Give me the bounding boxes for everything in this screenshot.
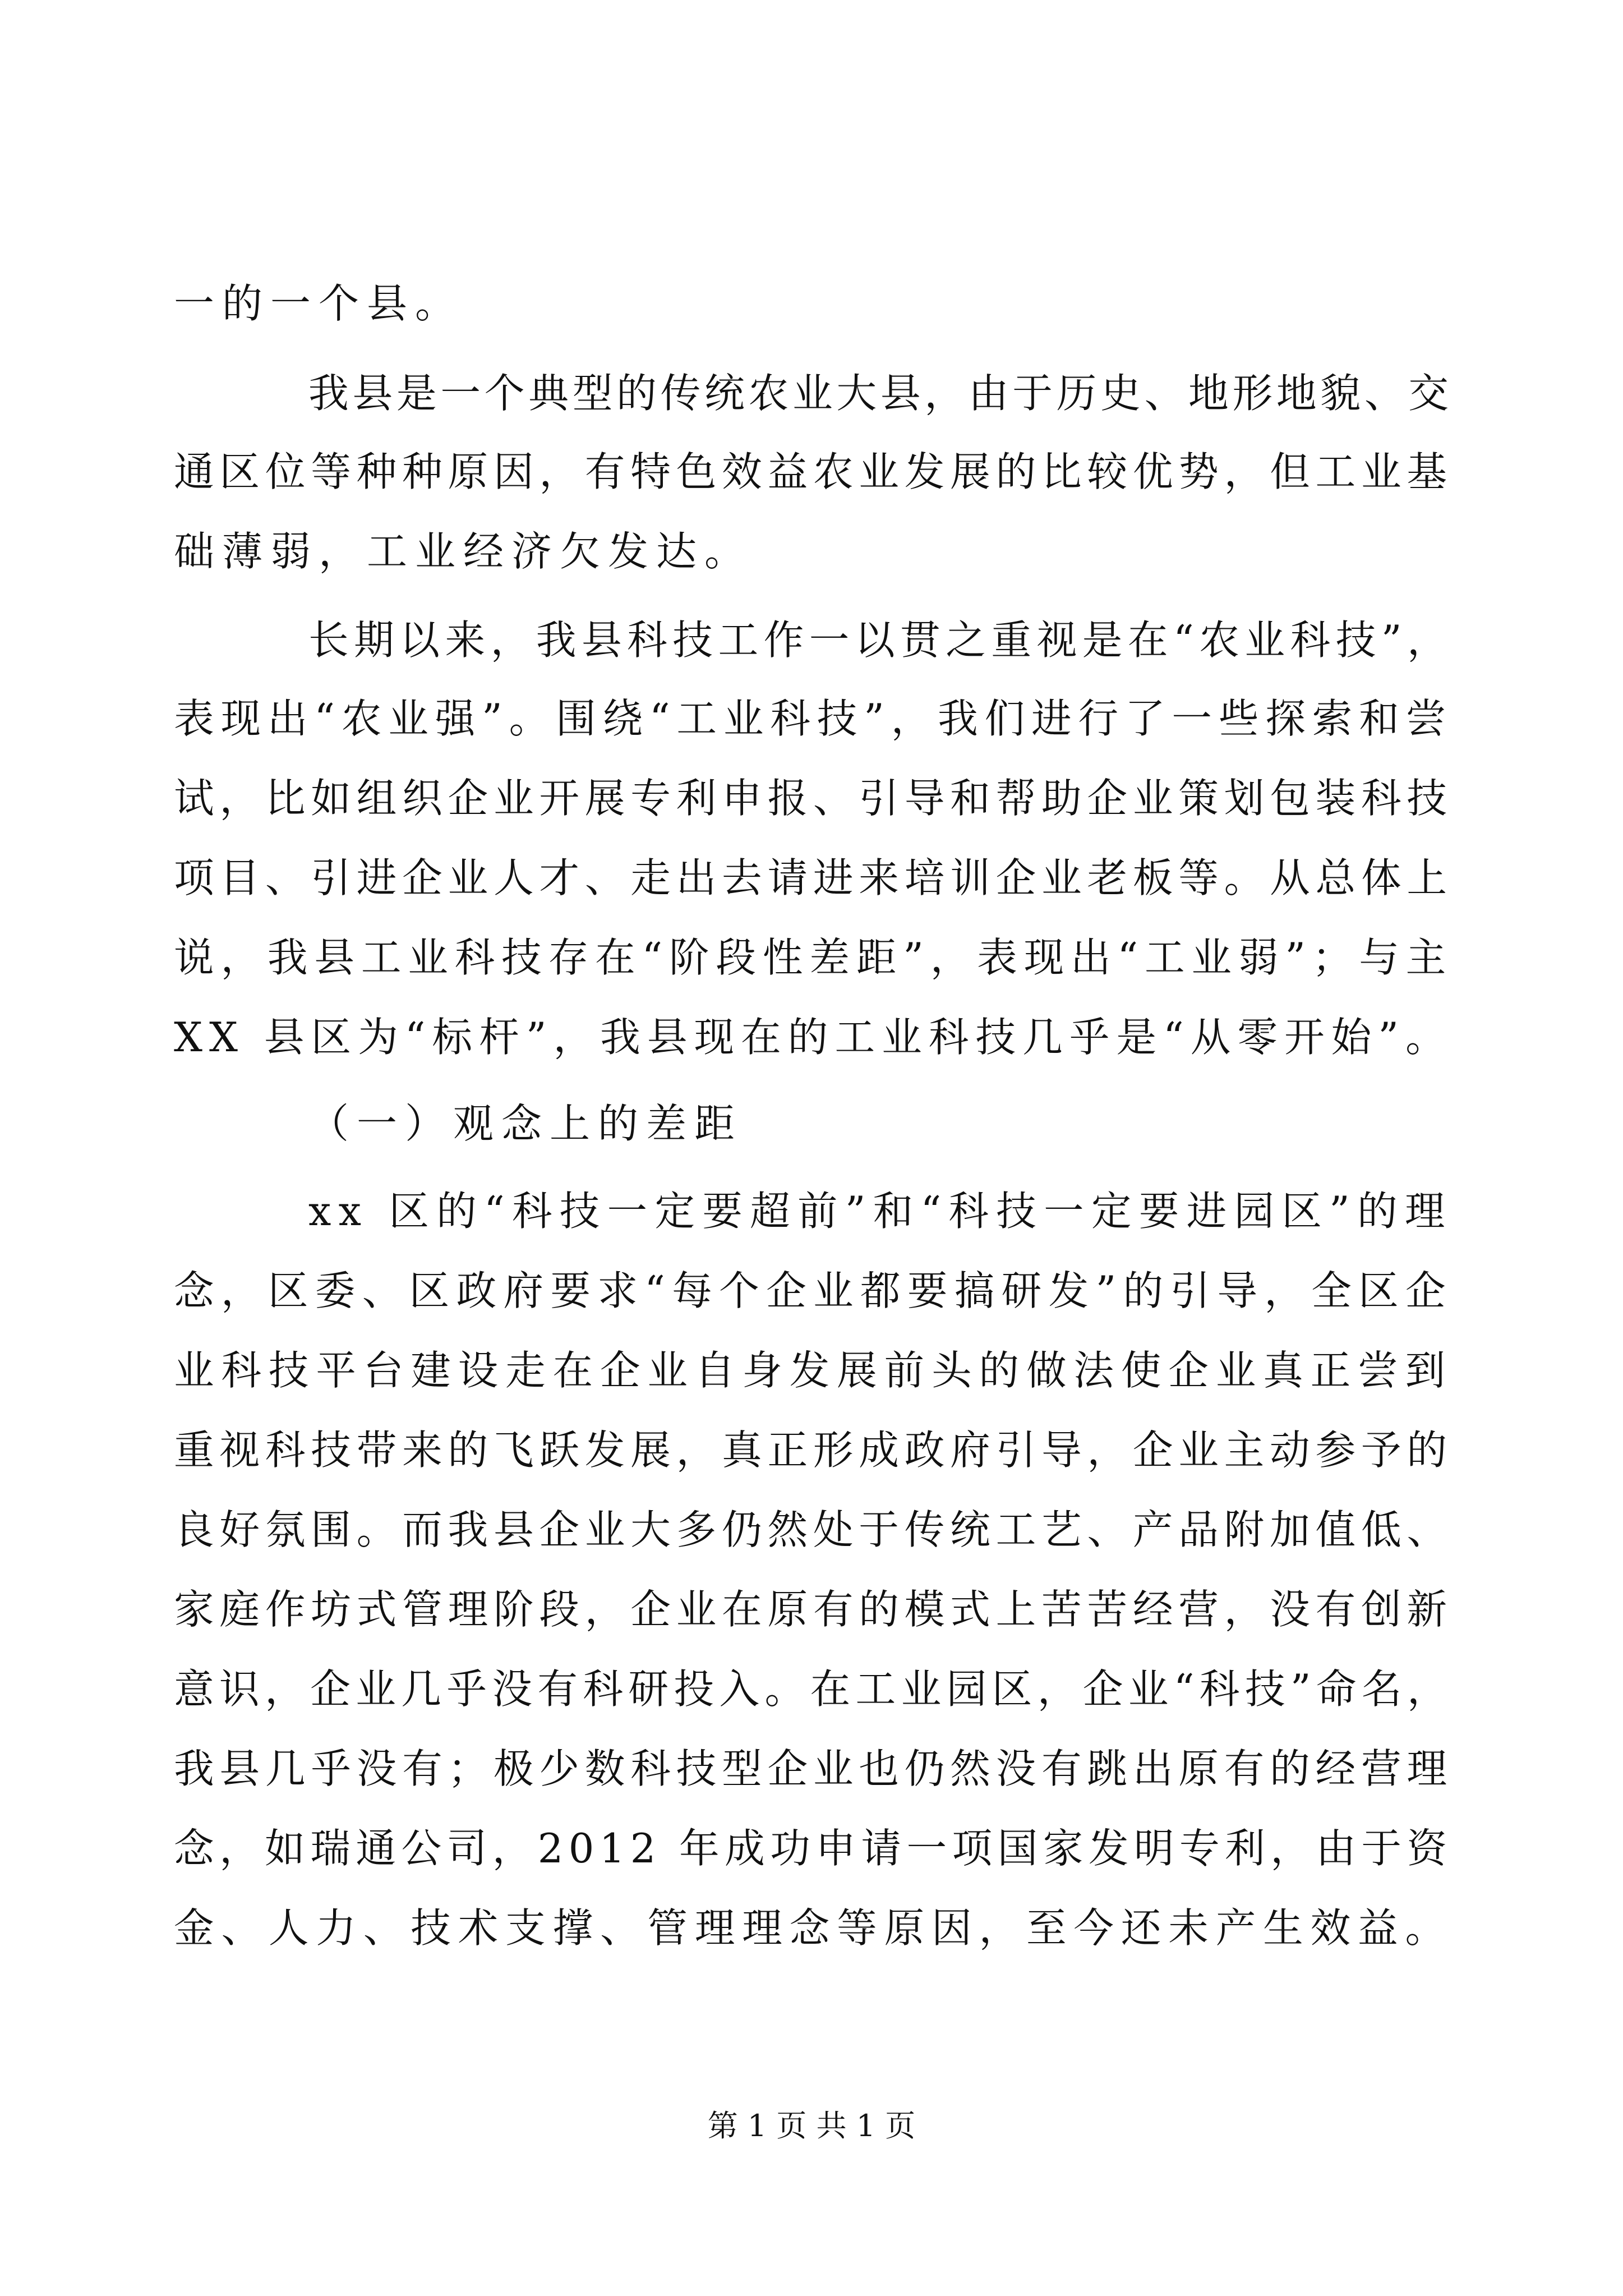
text-line (0, 997, 1623, 1077)
text-line (0, 679, 1623, 758)
text-line-content: 业科技平台建设走在企业自身发展前头的做法使企业真正尝到 (174, 1347, 1453, 1394)
text-line (0, 264, 1623, 343)
text-line-content: 说，我县工业科技存在“阶段性差距”，表现出“工业弱”；与主 (174, 934, 1453, 981)
text-line (0, 1171, 1623, 1251)
text-line (0, 918, 1623, 997)
text-line-content: 我县是一个典型的传统农业大县，由于历史、地形地貌、交 (308, 370, 1453, 417)
text-line-content: xx 区的“科技一定要超前”和“科技一定要进园区”的理 (308, 1188, 1453, 1235)
text-line-content: 金、人力、技术支撑、管理理念等原因，至今还未产生效益。 (174, 1904, 1453, 1952)
text-line (0, 432, 1623, 512)
text-line (0, 1251, 1623, 1331)
text-line-content: 念，区委、区政府要求“每个企业都要搞研发”的引导，全区企 (174, 1267, 1453, 1314)
text-line (0, 1490, 1623, 1570)
text-line (0, 1331, 1623, 1410)
text-line (0, 1570, 1623, 1649)
text-line-content: 表现出“农业强”。围绕“工业科技”，我们进行了一些探索和尝 (174, 695, 1453, 742)
text-line (0, 600, 1623, 680)
text-line (0, 758, 1623, 838)
text-line-content: 项目、引进企业人才、走出去请进来培训企业老板等。从总体上 (174, 854, 1453, 901)
text-line-content: 我县几乎没有；极少数科技型企业也仍然没有跳出原有的经营理 (174, 1745, 1453, 1792)
text-line-content: 良好氛围。而我县企业大多仍然处于传统工艺、产品附加值低、 (174, 1506, 1453, 1553)
text-line (0, 512, 1623, 591)
text-line-content: 通区位等种种原因，有特色效益农业发展的比较优势，但工业基 (174, 448, 1453, 495)
text-line (0, 838, 1623, 918)
text-line-content: 念，如瑞通公司，2012 年成功申请一项国家发明专利，由于资 (174, 1825, 1453, 1872)
text-line (0, 1649, 1623, 1729)
page-number-footer: 第 1 页 共 1 页 (707, 2108, 916, 2143)
text-line-content: 长期以来，我县科技工作一以贯之重视是在“农业科技”， (308, 616, 1453, 664)
section-heading (0, 1084, 1623, 1163)
text-line (0, 1410, 1623, 1490)
text-line (0, 1888, 1623, 1968)
text-line-content: 础薄弱，工业经济欠发达。 (174, 528, 753, 575)
text-line-content: 重视科技带来的飞跃发展，真正形成政府引导，企业主动参予的 (174, 1427, 1453, 1474)
text-line-content: XX 县区为“标杆”，我县现在的工业科技几乎是“从零开始”。 (174, 1014, 1453, 1061)
text-line (0, 353, 1623, 433)
text-line (0, 1729, 1623, 1809)
text-line (0, 1809, 1623, 1888)
text-line-content: 意识，企业几乎没有科研投入。在工业园区，企业“科技”命名， (174, 1665, 1453, 1713)
text-line-content: 一的一个县。 (174, 280, 464, 327)
section-heading-text: （一）观念上的差距 (308, 1100, 743, 1147)
text-line-content: 试，比如组织企业开展专利申报、引导和帮助企业策划包装科技 (174, 775, 1453, 822)
text-line-content: 家庭作坊式管理阶段，企业在原有的模式上苦苦经营，没有创新 (174, 1586, 1453, 1633)
